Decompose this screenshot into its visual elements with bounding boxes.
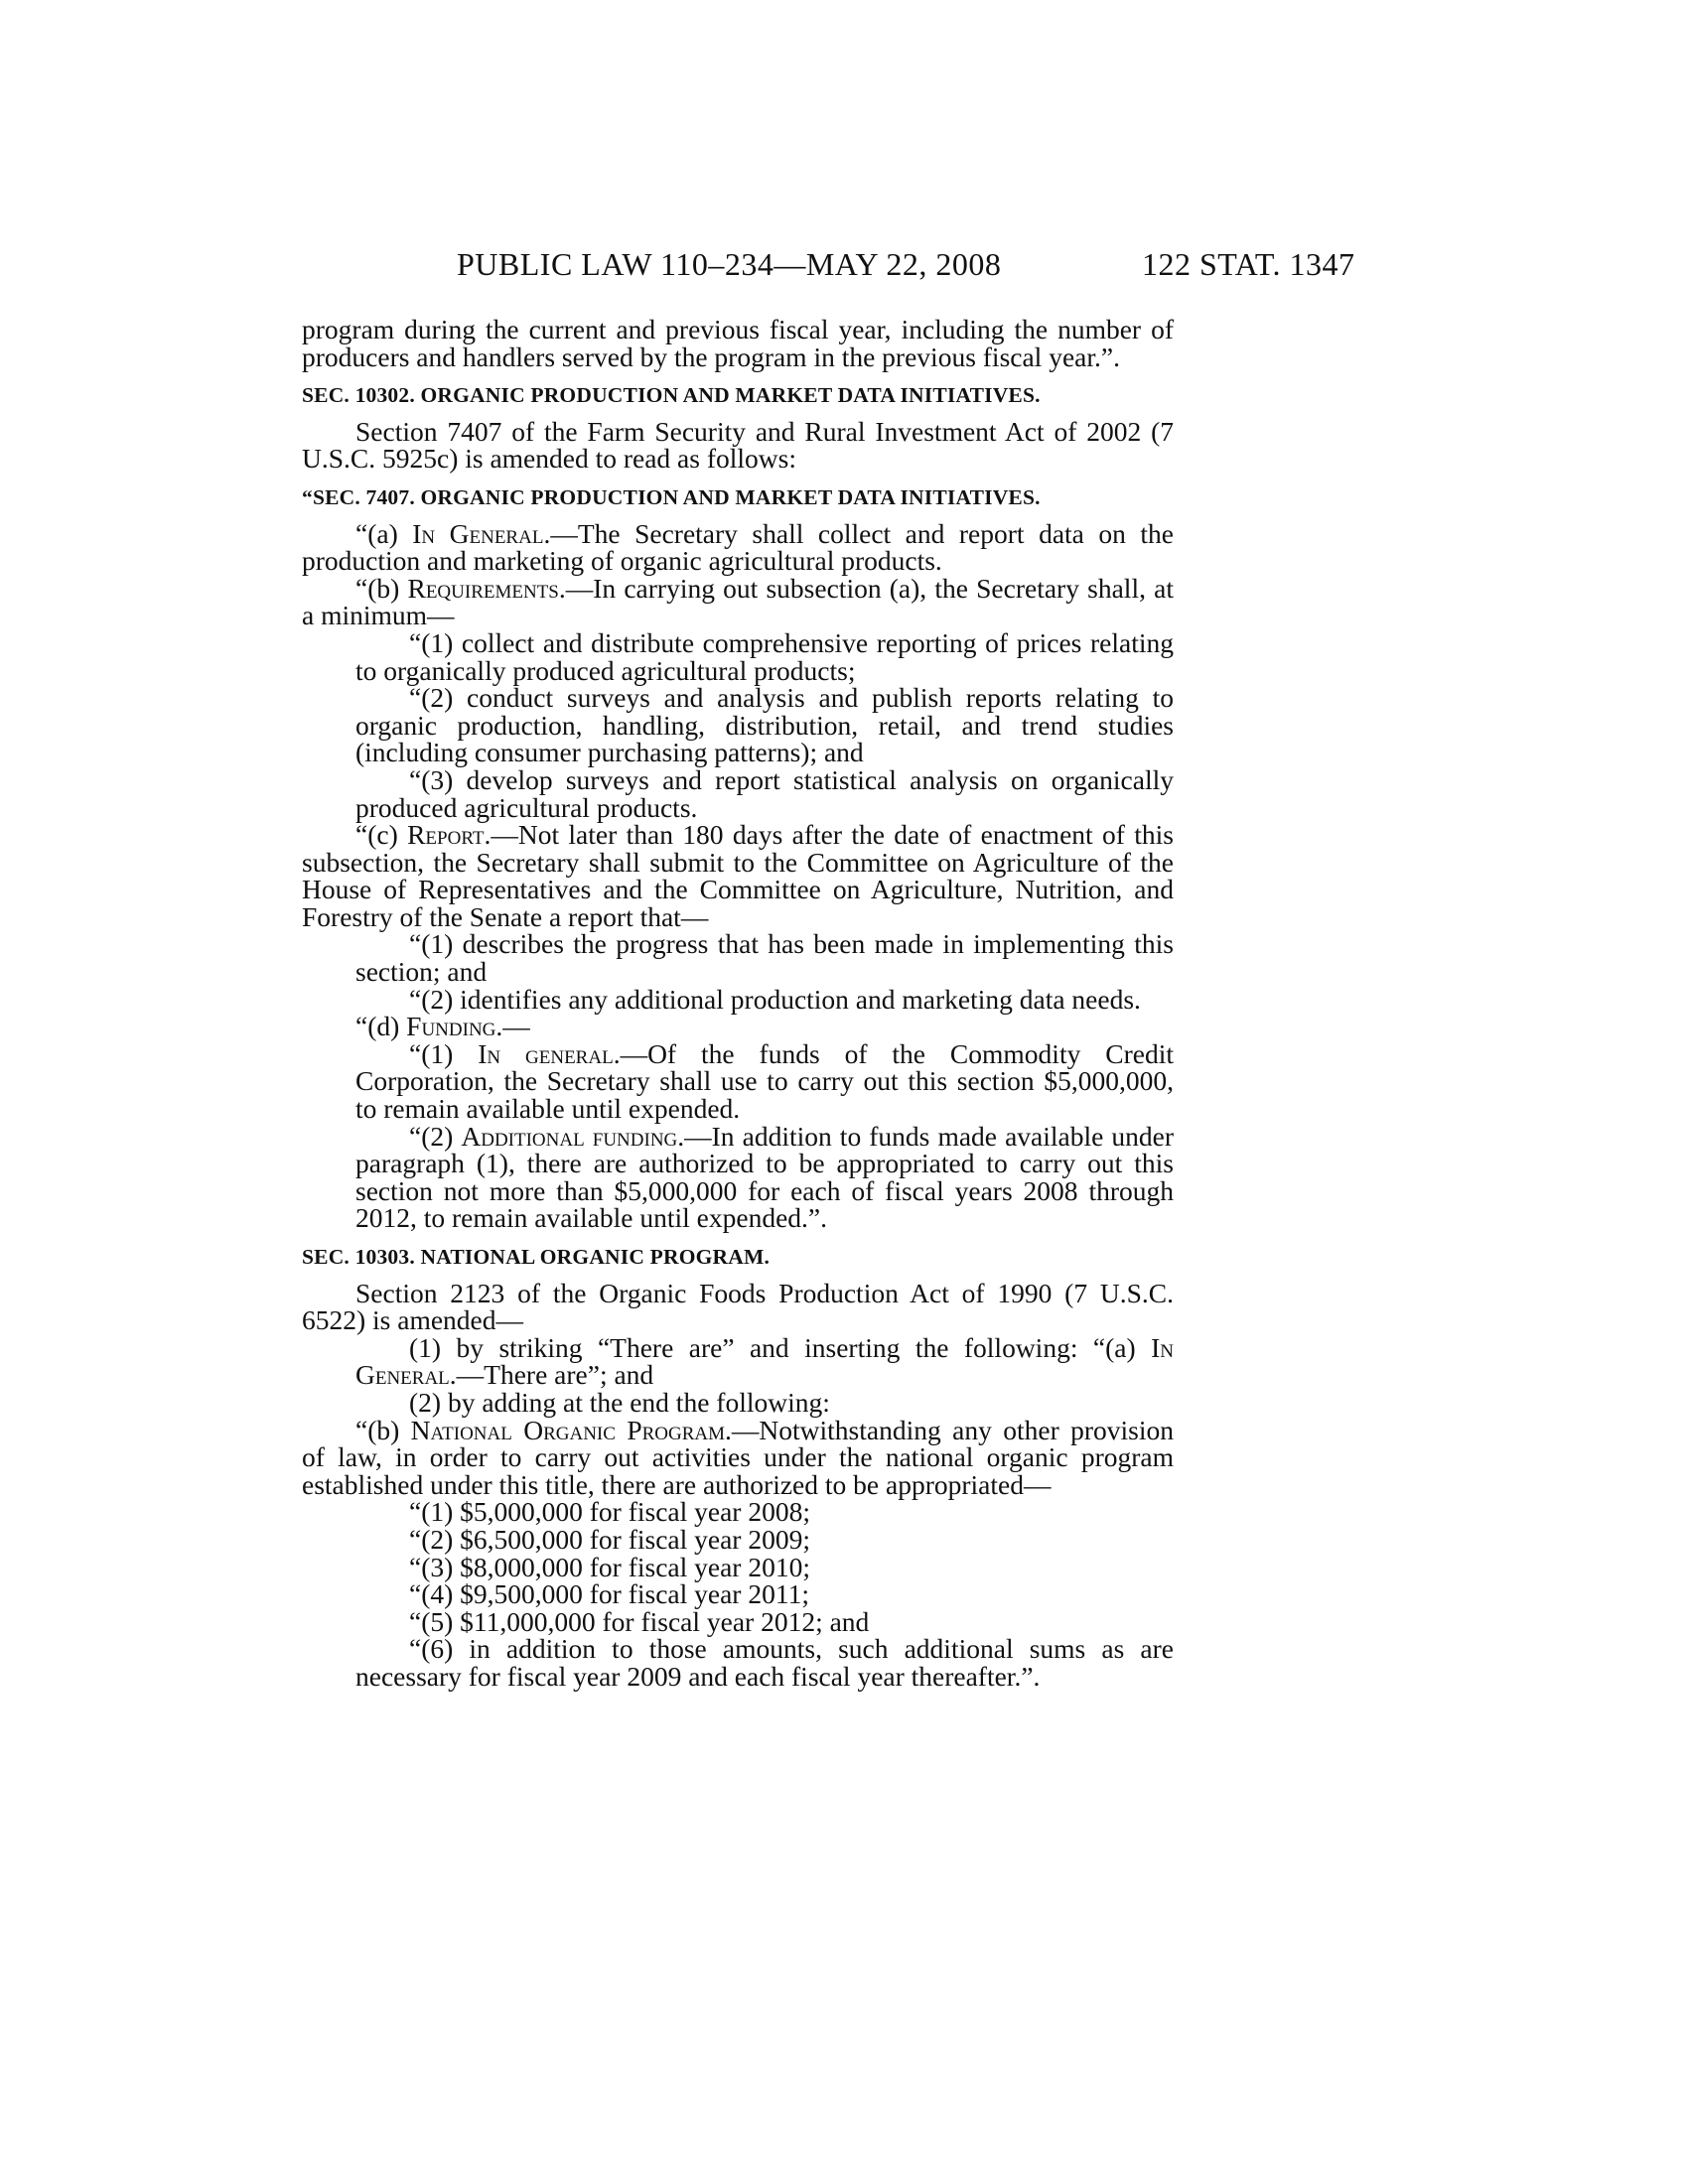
funding-item-2: “(2) $6,500,000 for fiscal year 2009; bbox=[409, 1523, 810, 1555]
document-body bbox=[302, 316, 1174, 1691]
subsection-b bbox=[302, 572, 1175, 631]
paragraph-d2-heading: Additional funding bbox=[461, 1120, 678, 1152]
section-10303-intro: Section 2123 of the Organic Foods Production Act of 1990 (7 U.S.C. 6522) is amended— bbox=[302, 1277, 1174, 1336]
paragraph-d1 bbox=[302, 1037, 1174, 1125]
amendment-1-tail: .—There are”; and bbox=[449, 1359, 654, 1391]
paragraph-c1: “(1) describes the progress that has been made in implementing this section; and bbox=[355, 928, 1174, 988]
subsection-b-lead: “(b) bbox=[355, 572, 400, 604]
subsection-d-lead: “(d) bbox=[355, 1011, 400, 1042]
subsection-c bbox=[302, 821, 1174, 930]
subsection-a-heading: In General bbox=[412, 517, 544, 549]
subsection-c-lead: “(c) bbox=[355, 819, 398, 851]
funding-item-5: “(5) $11,000,000 for fiscal year 2012; and bbox=[409, 1605, 870, 1637]
paragraph-b2: “(2) conduct surveys and analysis and publish reports relating to organic production, handling, distribution, retail, and trend studies (including consumer purchasing patterns); and bbox=[355, 682, 1174, 768]
amendment-2: (2) by adding at the end the following: bbox=[409, 1386, 830, 1418]
paragraph-b3: “(3) develop surveys and report statistical analysis on organically produced agricultural products. bbox=[355, 763, 1174, 823]
section-heading-7407: “SEC. 7407. ORGANIC PRODUCTION AND MARKET DATA INITIATIVES. bbox=[302, 484, 1041, 509]
subsection-c-heading: Report bbox=[407, 819, 485, 851]
continuation-paragraph: program during the current and previous fiscal year, including the number of producers and handlers served by the program in the previous fiscal year.”. bbox=[302, 314, 1174, 372]
paragraph-b1: “(1) collect and distribute comprehensive reporting of prices relating to organically produced agricultural products; bbox=[355, 626, 1174, 686]
amendment-1 bbox=[302, 1331, 1175, 1391]
subsection-d-heading: Funding bbox=[406, 1011, 496, 1042]
funding-item-6: “(6) in addition to those amounts, such additional sums as are necessary for fiscal year 2009 and each fiscal year thereafter.”. bbox=[355, 1633, 1174, 1692]
nop-lead: “(b) bbox=[355, 1414, 400, 1445]
paragraph-d1-lead: “(1) bbox=[409, 1037, 454, 1069]
funding-item-3: “(3) $8,000,000 for fiscal year 2010; bbox=[409, 1551, 810, 1582]
paragraph-d2-text: .—In addition to funds made available under paragraph (1), there are authorized to be appropriated to carry out this section not more than $5,000,000 for each of fiscal years 2008 through 2012, to remain available until expended.”. bbox=[355, 1120, 1174, 1234]
nop-heading: National Organic Program bbox=[410, 1414, 726, 1445]
subsection-a bbox=[302, 517, 1174, 577]
subsection-c-text: .—Not later than 180 days after the date of enactment of this subsection, the Secretary shall submit to the Committee on Agriculture of the House of Representatives and the Committee on Agriculture, Nutrition, and Forestry of the Senate a report that— bbox=[302, 819, 1174, 932]
section-heading-10303: SEC. 10303. NATIONAL ORGANIC PROGRAM. bbox=[302, 1245, 771, 1269]
section-10302-intro: Section 7407 of the Farm Security and Rural Investment Act of 2002 (7 U.S.C. 5925c) is amended to read as follows: bbox=[302, 415, 1174, 475]
paragraph-d1-heading: In general bbox=[478, 1037, 614, 1069]
paragraph-d2-lead: “(2) bbox=[409, 1120, 454, 1152]
subsection-d bbox=[302, 1013, 1174, 1040]
nop-text: .—Notwithstanding any other provision of law, in order to carry out activities under the national organic program established under this title, there are authorized to be appropriated— bbox=[302, 1414, 1174, 1500]
running-header-title: PUBLIC LAW 110–234—MAY 22, 2008 bbox=[457, 246, 1002, 282]
amendment-1-text: (1) by striking “There are” and inserting the following: “(a) bbox=[409, 1331, 1136, 1363]
statute-page-number: 122 STAT. 1347 bbox=[1142, 246, 1355, 282]
funding-item-1: “(1) $5,000,000 for fiscal year 2008; bbox=[409, 1496, 810, 1528]
section-heading-10302: SEC. 10302. ORGANIC PRODUCTION AND MARKET DATA INITIATIVES. bbox=[302, 383, 1041, 408]
subsection-d-text: .— bbox=[495, 1011, 530, 1042]
subsection-b-national-organic-program bbox=[302, 1414, 1174, 1500]
paragraph-d1-text: .—Of the funds of the Commodity Credit Corporation, the Secretary shall use to carry out this section $5,000,000, to remain available until expended. bbox=[355, 1037, 1174, 1125]
subsection-b-heading: Requirements bbox=[407, 572, 559, 604]
funding-item-4: “(4) $9,500,000 for fiscal year 2011; bbox=[409, 1578, 809, 1610]
amendment-1-heading: In General bbox=[355, 1331, 1175, 1391]
subsection-b-text: .—In carrying out subsection (a), the Secretary shall, at a minimum— bbox=[302, 572, 1175, 631]
subsection-a-text: .—The Secretary shall collect and report data on the production and marketing of organic agricultural products. bbox=[302, 517, 1174, 577]
paragraph-d2 bbox=[302, 1120, 1174, 1234]
subsection-a-lead: “(a) bbox=[355, 517, 398, 549]
paragraph-c2: “(2) identifies any additional production and marketing data needs. bbox=[409, 983, 1141, 1015]
